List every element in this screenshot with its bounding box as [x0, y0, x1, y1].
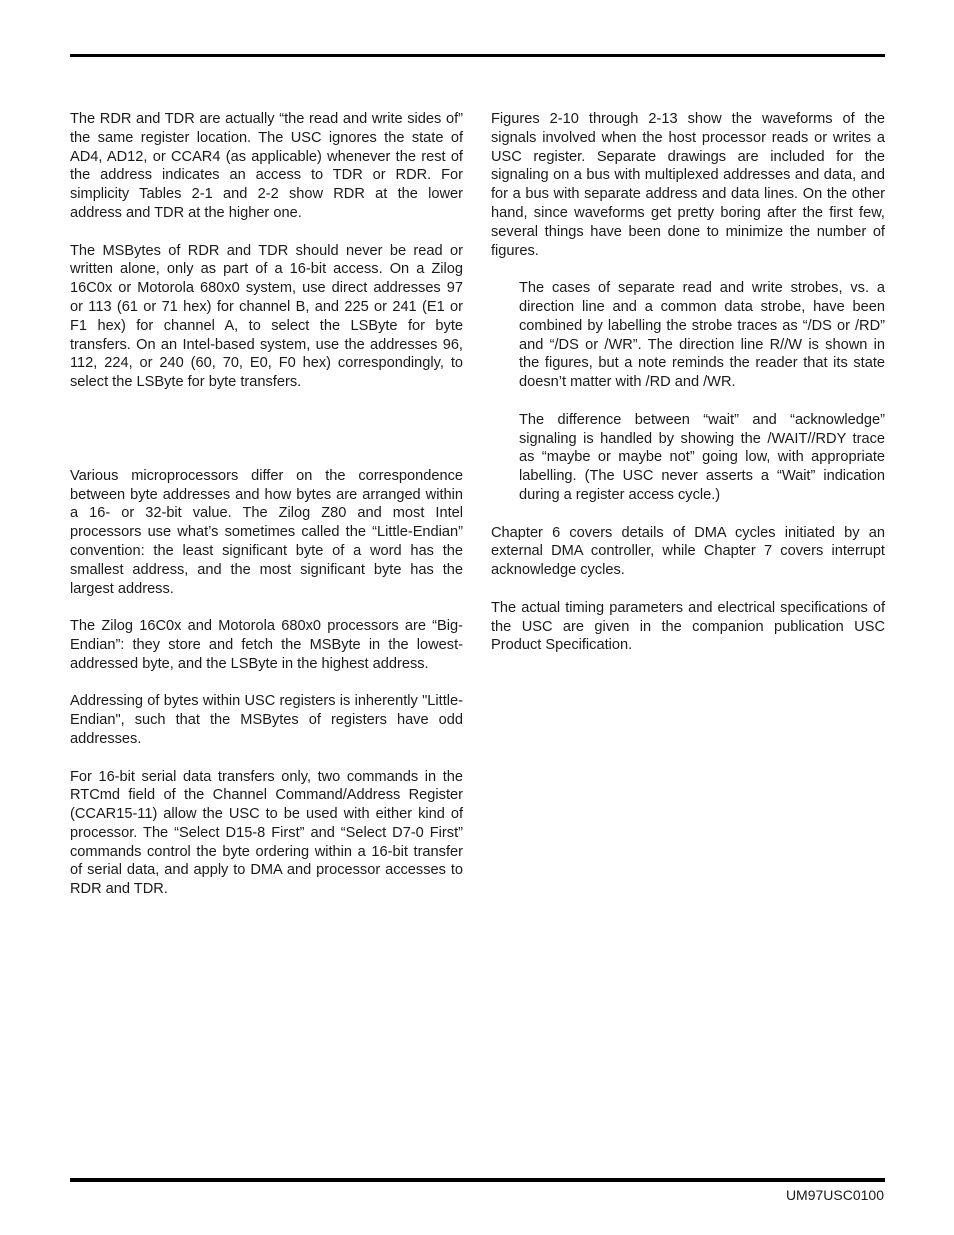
paragraph-timing-specs: The actual timing parameters and electrical specifications of the USC are given in the companion publication USC Product Specification.: [491, 599, 885, 654]
paragraph-rdr-tdr: The RDR and TDR are actually “the read and write sides of” the same register location. The USC ignores the state of AD4, AD12, or CCAR4 (as applicable) whenever the rest of the address indicates an access to TDR or RDR. For simplicity Tables 2-1 and 2-2 show RDR at the lower address and TDR at the higher one.: [70, 111, 463, 221]
paragraph-endian-intro: Various microprocessors differ on the correspondence between byte addresses and how bytes are arranged within a 16- or 32-bit value. The Zilog Z80 and most Intel processors use what’s sometimes called the “Little-Endian” convention: the least significant byte of a word has the smallest address, and the most significant byte has the largest address.: [70, 467, 463, 597]
footer-rule: [70, 1178, 885, 1182]
left-column: [70, 110, 463, 918]
paragraph-big-endian: The Zilog 16C0x and Motorola 680x0 processors are “Big-Endian”: they store and fetch the MSByte in the lowest-addressed byte, and the LSByte in the highest address.: [70, 618, 463, 672]
paragraph-dma-chapters: Chapter 6 covers details of DMA cycles initiated by an external DMA controller, while Chapter 7 covers interrupt acknowledge cycles.: [491, 524, 885, 579]
document-code: UM97USC0100: [785, 1187, 884, 1203]
section-gap: [70, 411, 463, 467]
paragraph-strobes: The cases of separate read and write strobes, vs. a direction line and a common data strobe, have been combined by labelling the strobe traces as “/DS or /RD” and “/DS or /WR”. The direction line R//W is shown in the figures, but a note reminds the reader that its state doesn’t matter with /RD and /WR.: [519, 280, 885, 391]
paragraph-rtcmd: For 16-bit serial data transfers only, two commands in the RTCmd field of the Channel Command/Address Register (CCAR15-11) allow the USC to be used with either kind of processor. The “Select D15-8 First” and “Select D7-0 First” commands control the byte ordering within a 16-bit transfer of serial data, and apply to DMA and processor accesses to RDR and TDR.: [70, 768, 463, 898]
paragraph-waveforms: Figures 2-10 through 2-13 show the waveforms of the signals involved when the host processor reads or writes a USC register. Separate drawings are included for the signaling on a bus with multiplexed addresses and data, and for a bus with separate address and data lines. On the other hand, since waveforms get pretty boring after the first few, several things have been done to minimize the number of figures.: [491, 111, 885, 259]
paragraph-usc-addressing: Addressing of bytes within USC registers is inherently "Little-Endian", such that the MSBytes of registers have odd addresses.: [70, 693, 463, 747]
header-rule: [70, 54, 885, 57]
right-column: [491, 110, 885, 674]
paragraph-msbytes: The MSBytes of RDR and TDR should never be read or written alone, only as part of a 16-bit access. On a Zilog 16C0x or Motorola 680x0 system, use direct addresses 97 or 113 (61 or 71 hex) for channel B, and 225 or 241 (E1 or F1 hex) for channel A, to select the LSByte for byte transfers. On an Intel-based system, use the addresses 96, 112, 224, or 240 (60, 70, E0, F0 hex) correspondingly, to select the LSByte for byte transfers.: [70, 242, 463, 391]
paragraph-wait-ack: The difference between “wait” and “acknowledge” signaling is handled by showing the /WAIT//RDY trace as “maybe or maybe not” going low, with appropriate labelling. (The USC never asserts a “Wait” indication during a register access cycle.): [519, 411, 885, 503]
